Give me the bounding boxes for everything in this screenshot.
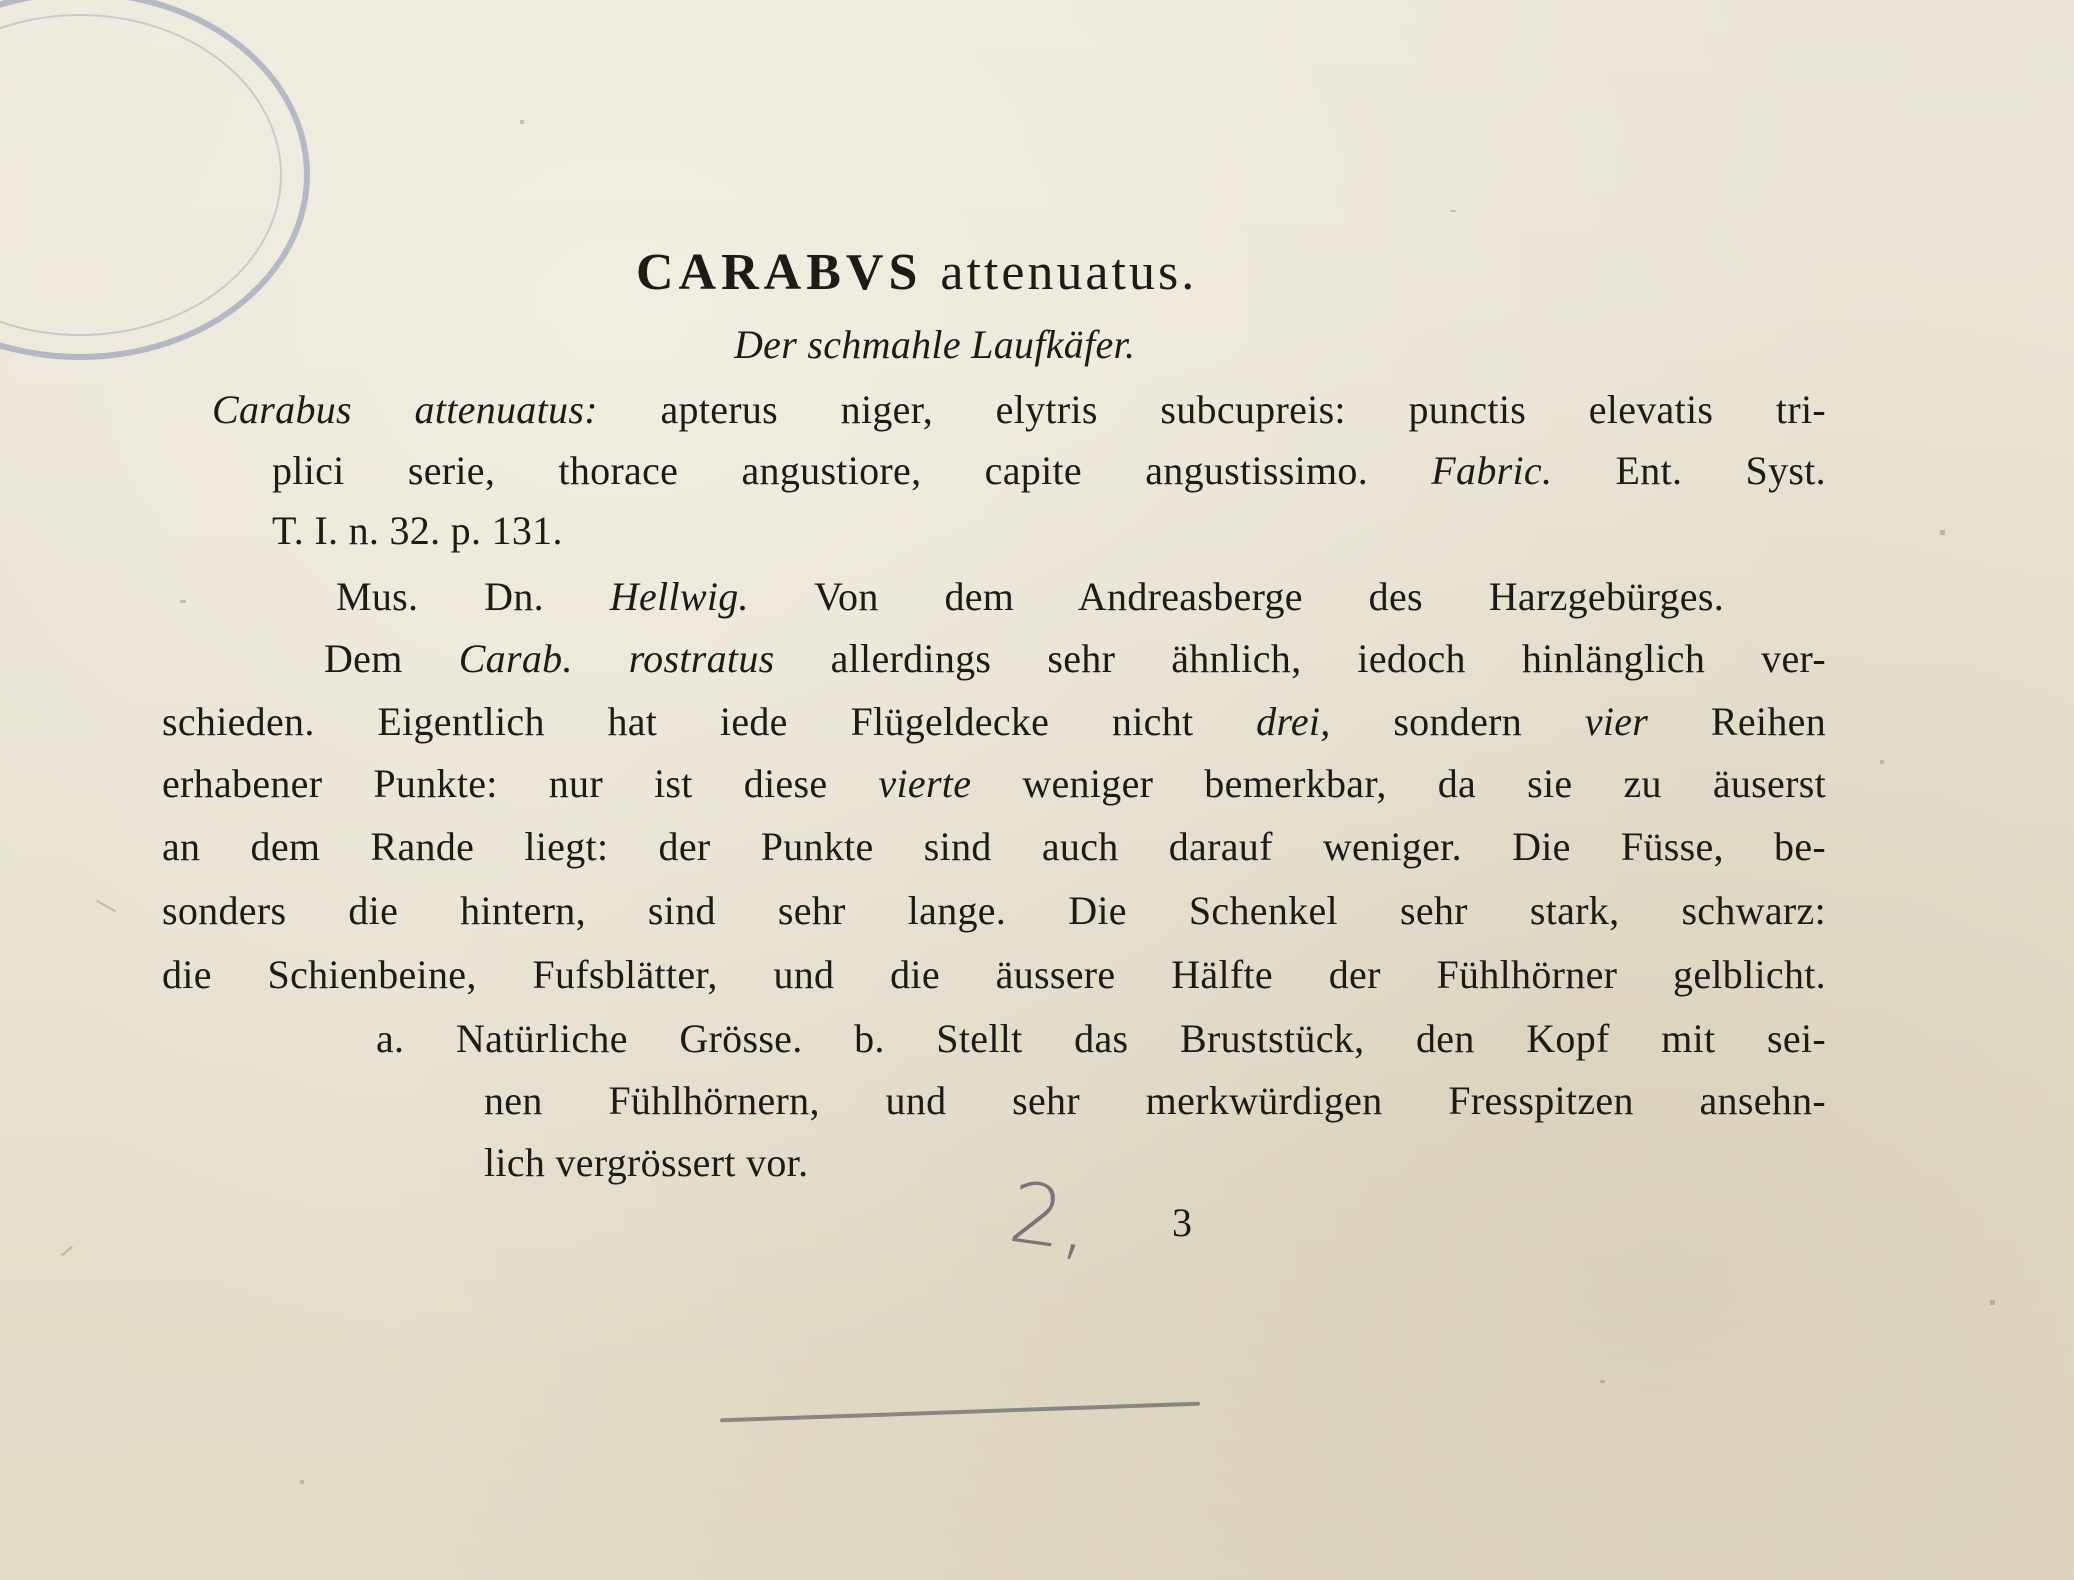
paper-fleck <box>300 1480 304 1484</box>
description-text: erhabener Punkte: nur ist diese <box>162 761 828 806</box>
pencil-strikethrough <box>720 1402 1200 1423</box>
figure-legend-line: a. Natürliche Grösse. b. Stellt das Bruststück, den Kopf mit sei- <box>376 1016 1826 1061</box>
diagnosis-text: plici serie, thorace angustiore, capite angustissimo. <box>272 448 1369 493</box>
description-line <box>162 697 1826 747</box>
paper-fleck <box>1940 530 1945 535</box>
page-subtitle: Der schmahle Laufkäfer. <box>734 322 1136 367</box>
paper-fleck <box>1450 210 1456 212</box>
title-species: attenuatus. <box>940 244 1198 301</box>
diagnosis-reference: T. I. n. 32. p. 131. <box>272 508 563 553</box>
species-reference: Carab. rostratus <box>458 636 775 681</box>
diagnosis-text: apterus niger, elytris subcupreis: punctis elevatis tri- <box>660 387 1826 432</box>
description-line: sonders die hintern, sind sehr lange. Die Schenkel sehr stark, schwarz: <box>162 888 1826 933</box>
description-line <box>162 759 1826 809</box>
description-text: Dem <box>324 636 403 681</box>
description-text: Reihen <box>1710 699 1826 744</box>
paper-fleck <box>61 1246 73 1257</box>
emphasis-text: vierte <box>878 761 972 806</box>
paper-fleck <box>180 600 186 603</box>
description-text: sondern <box>1393 699 1523 744</box>
collection-text: Mus. Dn. <box>336 574 544 619</box>
collector-name: Hellwig. <box>609 574 749 619</box>
library-stamp <box>0 0 310 360</box>
collection-line <box>336 572 1724 622</box>
author-name: Fabric. <box>1431 448 1553 493</box>
paper-fleck <box>96 900 116 913</box>
figure-legend-line: lich vergrössert vor. <box>484 1140 809 1185</box>
description-line <box>324 634 1826 684</box>
description-text: schieden. Eigentlich hat iede Flügeldecke nicht <box>162 699 1194 744</box>
description-line: an dem Rande liegt: der Punkte sind auch darauf weniger. Die Füsse, be- <box>162 824 1826 869</box>
description-text: allerdings sehr ähnlich, iedoch hinlänglich ver- <box>830 636 1826 681</box>
stamp-inner-ring <box>0 14 282 336</box>
pencil-number-note: 2, <box>1003 1162 1097 1272</box>
paper-fleck <box>1880 760 1884 764</box>
description-text: weniger bemerkbar, da sie zu äuserst <box>1022 761 1826 806</box>
paper-fleck <box>1600 1380 1605 1383</box>
paper-fleck <box>1990 1300 1995 1305</box>
description-line: die Schienbeine, Fufsblätter, und die äussere Hälfte der Fühlhörner gelblicht. <box>162 952 1826 997</box>
page-number: 3 <box>1172 1200 1193 1245</box>
emphasis-text: drei, <box>1256 699 1331 744</box>
emphasis-text: vier <box>1584 699 1649 744</box>
paper-fleck <box>520 120 524 124</box>
diagnosis-line <box>212 385 1826 435</box>
title-genus: CARABVS <box>636 244 923 301</box>
species-name: Carabus attenuatus: <box>212 387 598 432</box>
collection-text: Von dem Andreasberge des Harzgebürges. <box>813 574 1725 619</box>
diagnosis-line <box>272 446 1826 496</box>
page-title <box>636 244 1198 301</box>
figure-legend-line: nen Fühlhörnern, und sehr merkwürdigen Fresspitzen ansehn- <box>484 1078 1826 1123</box>
diagnosis-text: Ent. Syst. <box>1615 448 1826 493</box>
